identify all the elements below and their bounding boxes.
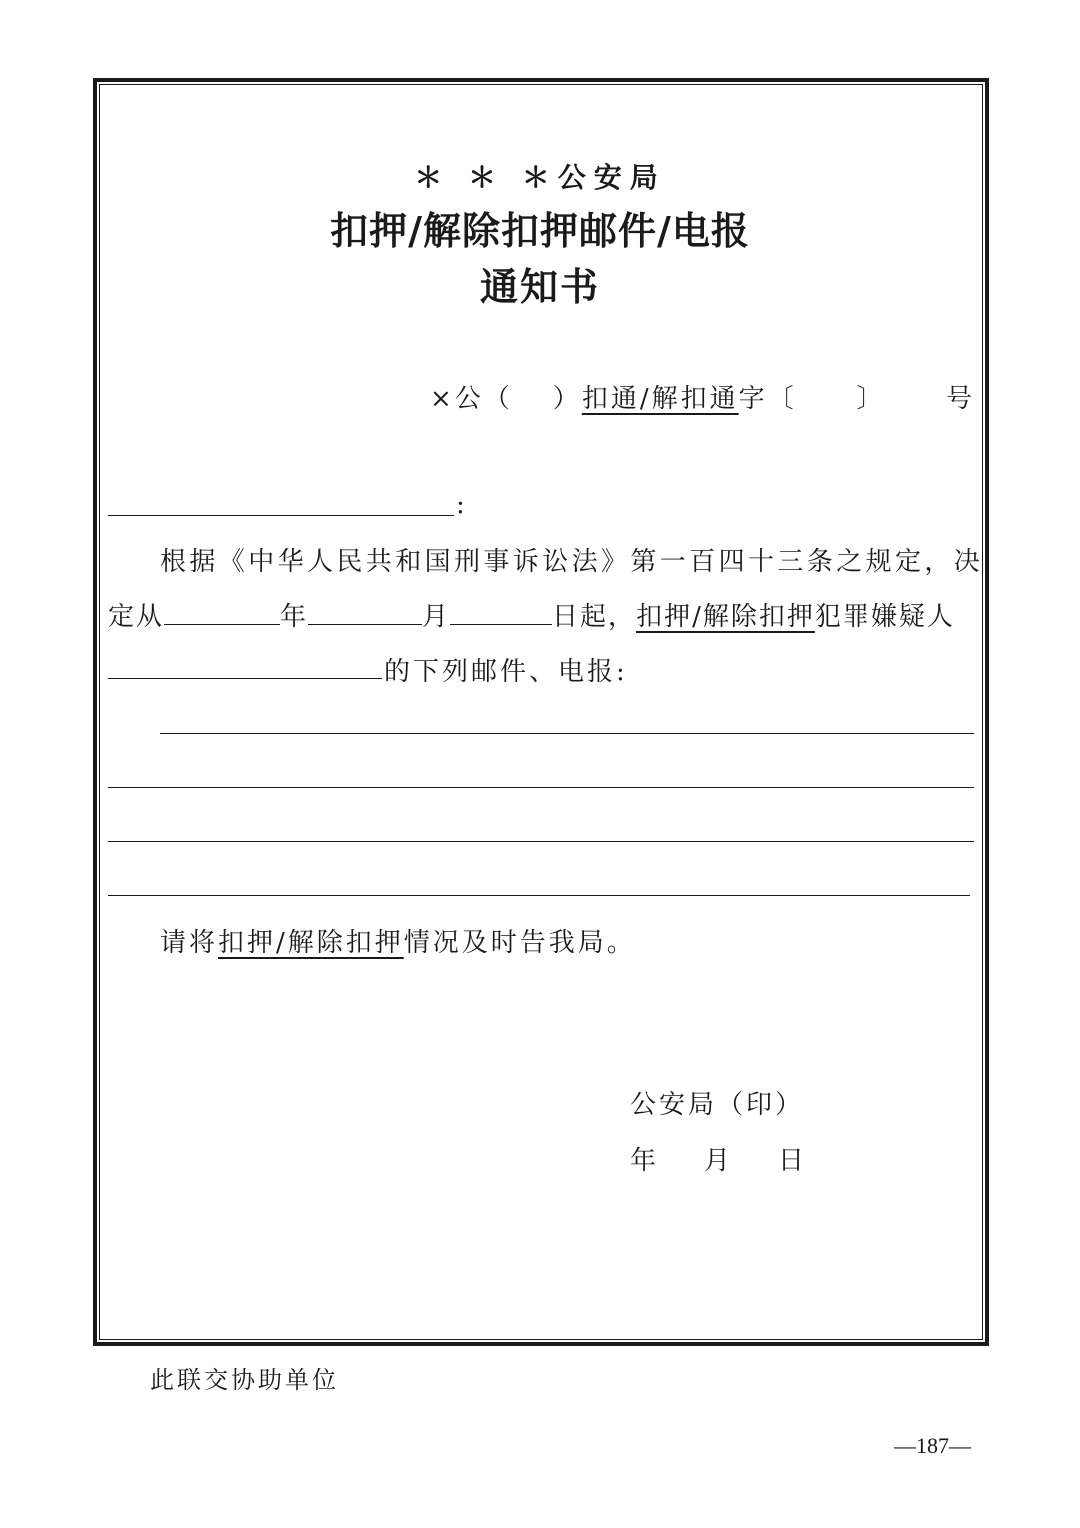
request-action: 扣押/解除扣押 [218,928,404,958]
document-number [430,378,886,415]
request-line [160,922,636,959]
year-blank[interactable] [164,602,280,625]
signature-day: 日 [778,1146,808,1176]
addressee-colon: : [456,490,468,520]
doc-number-bracket-close: 〕 [856,384,886,414]
agency-name: ＊ ＊ ＊公安局 [414,161,666,194]
request-start: 请将 [160,928,219,958]
doc-number-no: 号 [946,384,976,414]
from-label: 定从 [108,602,165,632]
doc-number-suffix: 字〔 [738,384,797,414]
item-line-4[interactable] [108,895,970,896]
month-blank[interactable] [308,602,422,625]
signature-year: 年 [630,1146,660,1176]
month-label: 月 [422,602,451,632]
request-end: 情况及时告我局。 [403,928,636,958]
item-line-2[interactable] [108,787,974,788]
page-number: —187— [894,1433,971,1458]
body-line-1: 根据《中华人民共和国刑事诉讼法》第一百四十三条之规定，决 [160,547,984,577]
body-line-3: 的下列邮件、电报: [384,657,628,687]
year-label: 年 [280,602,309,632]
day-blank[interactable] [450,602,552,625]
document-subtitle: 通知书 [479,264,600,309]
signature-month: 月 [704,1146,734,1176]
day-from-label: 日起， [552,602,637,632]
footer-note: 此联交协助单位 [150,1366,339,1394]
suspect-label: 犯罪嫌疑人 [814,602,955,632]
item-line-3[interactable] [108,841,974,842]
body-line-2 [108,596,955,633]
document-title: 扣押/解除扣押邮件/电报 [330,208,750,253]
addressee-blank[interactable] [108,515,454,516]
action-label: 扣押/解除扣押 [636,602,815,632]
doc-number-prefix: ×公（ [430,384,513,414]
suspect-name-blank[interactable] [108,678,382,679]
doc-number-type: 扣通/解扣通 [581,384,739,414]
item-line-1[interactable] [160,733,974,734]
seal-label: 公安局（印） [630,1090,805,1120]
doc-number-close: ） [552,384,582,414]
